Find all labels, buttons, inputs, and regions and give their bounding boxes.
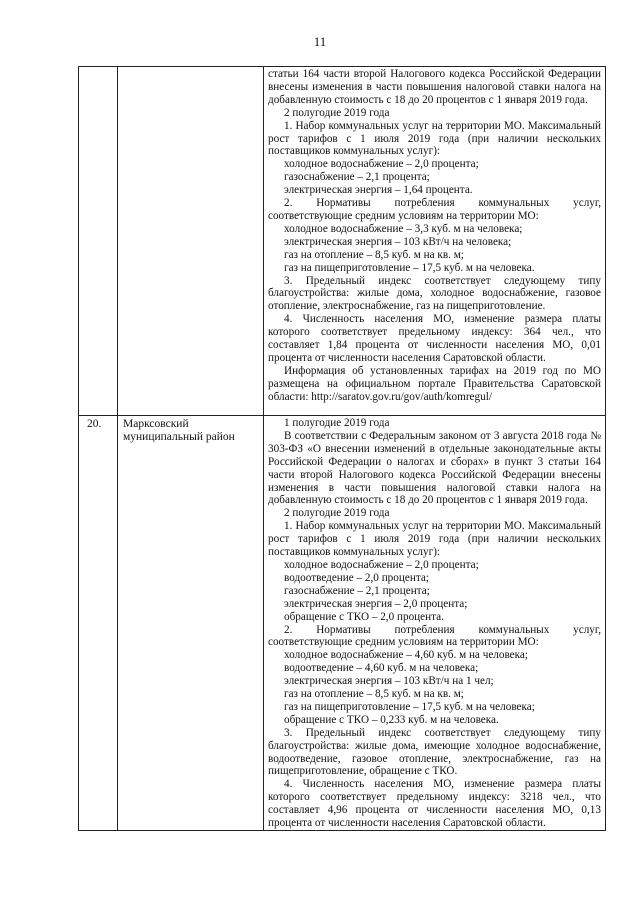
row-content bbox=[264, 416, 606, 831]
paragraph: 1. Набор коммунальных услуг на территории МО. Максимальный рост тарифов с 1 июля 2019 года (при наличии нескольких поставщиков коммунальных услуг): bbox=[268, 119, 601, 158]
row-number: 20. bbox=[79, 416, 118, 831]
paragraph: 2 полугодие 2019 года bbox=[284, 106, 390, 119]
paragraph: холодное водоснабжение – 3,3 куб. м на человека; bbox=[284, 222, 523, 235]
paragraph: водоотведение – 4,60 куб. м на человека; bbox=[284, 662, 479, 675]
paragraph: холодное водоснабжение – 2,0 процента; bbox=[284, 158, 479, 171]
paragraph: 4. Численность населения МО, изменение размера платы которого соответствует предельному индексу: 3218 чел., что составляет 4,96 процента от численности населения МО, 0,13 процента от численности населения Саратовской области. bbox=[268, 778, 601, 830]
paragraph: статьи 164 части второй Налогового кодекса Российской Федерации внесены изменения в части повышения налоговой ставки налога на добавленную стоимость с 18 до 20 процентов с 1 января 2019 года. bbox=[268, 68, 601, 106]
paragraph: 2. Нормативы потребления коммунальных услуг, соответствующие средним условиям на территории МО: bbox=[268, 623, 601, 649]
table-row bbox=[79, 416, 606, 831]
district-name: Марксовский муниципальный район bbox=[118, 416, 264, 831]
row-content bbox=[264, 67, 606, 416]
paragraph: газ на отопление – 8,5 куб. м на кв. м; bbox=[284, 688, 464, 701]
paragraph: обращение с ТКО – 2,0 процента. bbox=[284, 610, 444, 623]
paragraph: 2 полугодие 2019 года bbox=[284, 507, 390, 520]
table-row bbox=[79, 67, 606, 416]
paragraph: газоснабжение – 2,1 процента; bbox=[284, 584, 430, 597]
paragraph: 1. Набор коммунальных услуг на территории МО. Максимальный рост тарифов с 1 июля 2019 года (при наличии нескольких поставщиков коммунальных услуг): bbox=[268, 520, 601, 559]
paragraph: электрическая энергия – 2,0 процента; bbox=[284, 597, 468, 610]
paragraph: 3. Предельный индекс соответствует следующему типу благоустройства: жилые дома, имеющие холодное водоснабжение, водоотведение, газовое отопление, электроснабжение, газ на пищеприготовление, обращение с ТКО. bbox=[268, 726, 601, 778]
district-name bbox=[118, 67, 264, 416]
tariff-table bbox=[78, 66, 606, 831]
paragraph: обращение с ТКО – 0,233 куб. м на человека. bbox=[284, 713, 499, 726]
paragraph: Информация об установленных тарифах на 2019 год по МО размещена на официальном портале Правительства Саратовской области: http://saratov.gov.ru/gov/auth/komregul/ bbox=[268, 364, 601, 403]
paragraph: 3. Предельный индекс соответствует следующему типу благоустройства: жилые дома, холодное водоснабжение, газовое отопление, электроснабжение, газ на пищеприготовление. bbox=[268, 274, 601, 313]
row-number bbox=[79, 67, 118, 416]
paragraph: электрическая энергия – 103 кВт/ч на 1 чел; bbox=[284, 675, 494, 688]
paragraph: холодное водоснабжение – 4,60 куб. м на человека; bbox=[284, 649, 528, 662]
paragraph: водоотведение – 2,0 процента; bbox=[284, 571, 429, 584]
paragraph: газ на пищеприготовление – 17,5 куб. м на человека. bbox=[284, 261, 535, 274]
paragraph: 1 полугодие 2019 года bbox=[284, 417, 390, 429]
paragraph: В соответствии с Федеральным законом от 3 августа 2018 года № 303-ФЗ «О внесении изменений в отдельные законодательные акты Российской Федерации о налогах и сборах» в пункт 3 статьи 164 части второй Налогового кодекса Российской Федерации внесены изменения в части повышения налоговой ставки налога на добавленную стоимость с 18 до 20 процентов с 1 января 2019 года. bbox=[268, 429, 601, 507]
paragraph: газ на пищеприготовление – 17,5 куб. м на человека; bbox=[284, 700, 535, 713]
paragraph: газоснабжение – 2,1 процента; bbox=[284, 171, 430, 184]
paragraph: газ на отопление – 8,5 куб. м на кв. м; bbox=[284, 248, 464, 261]
paragraph: электрическая энергия – 103 кВт/ч на человека; bbox=[284, 235, 512, 248]
paragraph: 2. Нормативы потребления коммунальных услуг, соответствующие средним условиям на территории МО: bbox=[268, 197, 601, 222]
paragraph: 4. Численность населения МО, изменение размера платы которого соответствует предельному индексу: 364 чел., что составляет 1,84 процента от численности населения МО, 0,01 процента от численности населения Саратовской области. bbox=[268, 313, 601, 364]
paragraph: холодное водоснабжение – 2,0 процента; bbox=[284, 558, 479, 571]
paragraph: электрическая энергия – 1,64 процента. bbox=[284, 184, 473, 197]
page-number: 11 bbox=[313, 34, 327, 49]
